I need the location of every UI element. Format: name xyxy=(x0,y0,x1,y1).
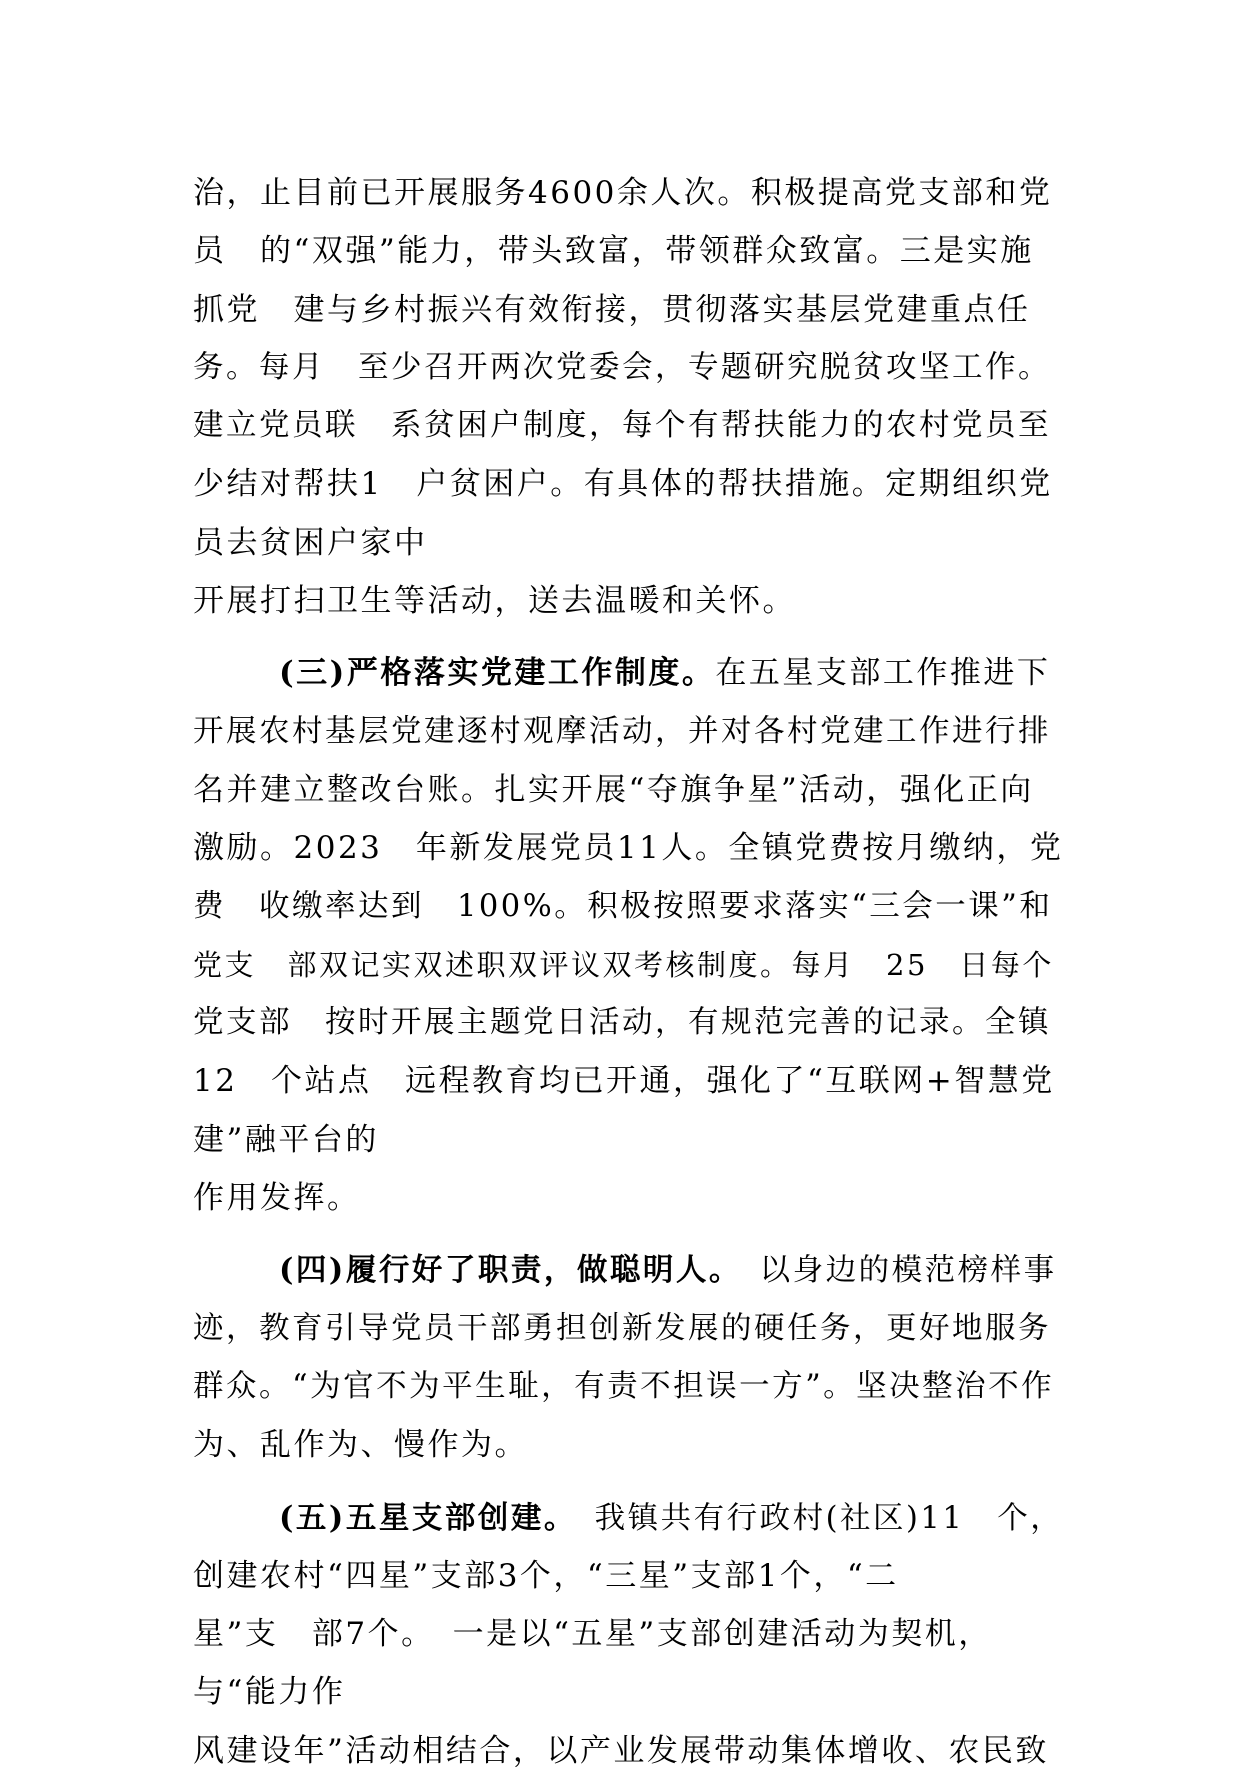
text-line: 名并建立整改台账。扎实开展“夺旗争星”活动，强化正向 xyxy=(193,771,1034,808)
text-line: 员 的“双强”能力，带头致富，带领群众致富。三是实施 xyxy=(193,233,1034,270)
text-line: 风建设年”活动相结合，以产业发展带动集体增收、农民致 xyxy=(193,1732,1049,1769)
section-heading: (三)严格落实党建工作制度。 xyxy=(279,655,716,692)
paragraph xyxy=(193,1241,1063,1474)
text-line: 开展农村基层党建逐村观摩活动，并对各村党建工作进行排 xyxy=(193,713,1051,749)
text-line: 创建农村“四星”支部3个，“三星”支部1个，“二 xyxy=(193,1557,899,1594)
text-line: 建”融平台的 xyxy=(193,1121,379,1158)
text-line: 作用发挥。 xyxy=(193,1180,361,1217)
text-line xyxy=(193,644,1063,702)
text-line: 务。每月 至少召开两次党委会，专题研究脱贫攻坚工作。 xyxy=(193,349,1051,385)
text-line: 星”支 部7个。 一是以“五星”支部创建活动为契机， xyxy=(193,1616,992,1653)
text-line: 为、乱作为、慢作为。 xyxy=(193,1427,528,1464)
text-run: 以身边的模范榜样事 xyxy=(726,1253,1057,1289)
paragraph xyxy=(193,644,1063,1227)
text-run: 我镇共有行政村(社区)11 个， xyxy=(561,1500,1064,1536)
text-line: 党支部 按时开展主题党日活动，有规范完善的记录。全镇 xyxy=(193,1005,1051,1041)
text-line: 治，止目前已开展服务4600余人次。积极提高党支部和党 xyxy=(193,175,1053,211)
paragraph xyxy=(193,164,1063,630)
section-heading: (五)五星支部创建。 xyxy=(279,1499,562,1536)
text-line: 群众。“为官不为平生耻，有责不担误一方”。坚决整治不作 xyxy=(193,1368,1055,1404)
text-line: 建立党员联 系贫困户制度，每个有帮扶能力的农村党员至 xyxy=(193,408,1051,444)
text-run: 在五星支部工作推进下 xyxy=(715,655,1051,692)
text-line: 迹，教育引导党员干部勇担创新发展的硬任务，更好地服务 xyxy=(193,1310,1051,1346)
text-line: 党支 部双记实双述职双评议双考核制度。每月 25 日每个 xyxy=(193,947,1054,982)
text-line xyxy=(193,1241,1063,1299)
text-line: 12 个站点 远程教育均已开通，强化了“互联网+智慧党 xyxy=(193,1063,1055,1100)
text-line: 激励。2023 年新发展党员11人。全镇党费按月缴纳，党 xyxy=(193,830,1064,867)
text-line: 开展打扫卫生等活动，送去温暖和关怀。 xyxy=(193,583,796,620)
text-line: 费 收缴率达到 100%。积极按照要求落实“三会一课”和 xyxy=(193,888,1053,924)
text-line: 抓党 建与乡村振兴有效衔接，贯彻落实基层党建重点任 xyxy=(193,291,1031,328)
text-line: 员去贫困户家中 xyxy=(193,524,428,561)
section-heading: (四)履行好了职责，做聪明人。 xyxy=(279,1252,727,1289)
text-line: 与“能力作 xyxy=(193,1674,346,1711)
text-line xyxy=(193,1489,1063,1547)
document-body xyxy=(193,164,1063,1780)
text-line: 少结对帮扶1 户贫困户。有具体的帮扶措施。定期组织党 xyxy=(193,466,1053,503)
paragraph xyxy=(193,1489,1063,1780)
